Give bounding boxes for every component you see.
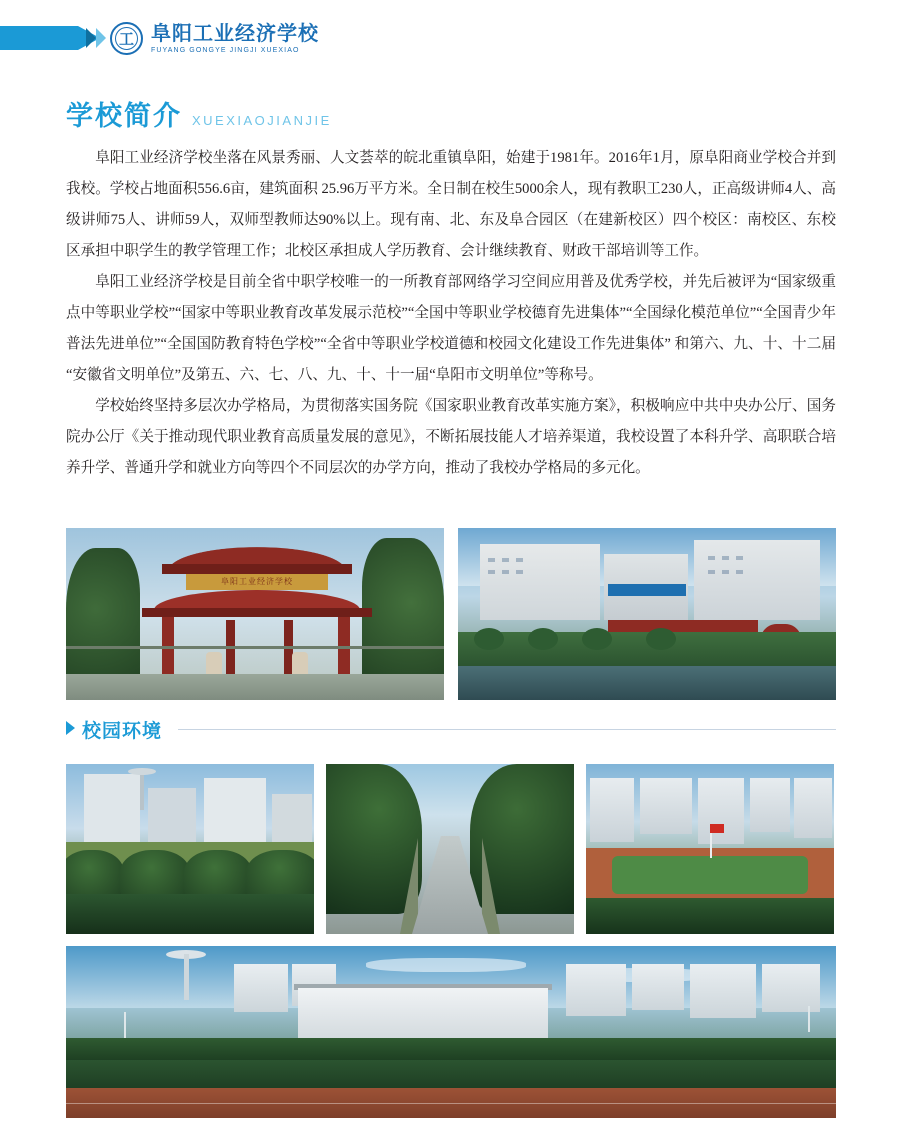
- campus-buildings-waterfront-photo: [458, 528, 836, 700]
- page-title-pinyin: XUEXIAOJIANJIE: [192, 113, 332, 128]
- seal-icon: [110, 22, 143, 55]
- logo-name-en: FUYANG GONGYE JINGJI XUEXIAO: [151, 47, 300, 54]
- seal-glyph: 工: [118, 32, 134, 48]
- gate-plaque-text: 阜阳工业经济学校: [221, 577, 293, 586]
- gallery-middle: [66, 764, 836, 934]
- divider: [178, 729, 836, 730]
- subsection-title-text: 校园环境: [82, 721, 163, 742]
- page-title-cn: 学校简介: [66, 101, 182, 131]
- intro-paragraph-3: 学校始终坚持多层次办学格局，为贯彻落实国务院《国家职业教育改革实施方案》，积极响应中共中央办公厅、国务院办公厅《关于推动现代职业教育高质量发展的意见》，不断拓展技能人才培养渠道，我校设置了本科升学、高职联合培养升学、普通升学和就业方向等四个不同层次的办学方向，推动了我校办学格局的多元化。: [66, 398, 836, 476]
- intro-paragraph-2: 阜阳工业经济学校是目前全省中职学校唯一的一所教育部网络学习空间应用普及优秀学校，并先后被评为“国家级重点中等职业学校”“国家中等职业教育改革发展示范校”“全国中等职业学校德育先进集体”“全国绿化模范单位”“全国青少年普法先进单位”“全国国防教育特色学校”“全省中等职业学校道德和校园文化建设工作先进集体” 和第六、九、十、十二届“安徽省文明单位”及第五、六、七、八、九、十、十一届“阜阳市文明单位”等称号。: [66, 274, 836, 383]
- gallery-bottom: [66, 946, 836, 1118]
- school-logo: [110, 22, 319, 55]
- campus-greenery-photo: [66, 764, 314, 934]
- gallery-top: [66, 528, 836, 700]
- sports-track-photo: [586, 764, 834, 934]
- logo-text: [151, 23, 319, 54]
- chevron-right-icon: [66, 721, 75, 735]
- school-introduction-text: [66, 143, 836, 484]
- campus-panorama-photo: [66, 946, 836, 1118]
- intro-paragraph-1: 阜阳工业经济学校坐落在风景秀丽、人文荟萃的皖北重镇阜阳，始建于1981年。2016年1月，原阜阳商业学校合并到我校。学校占地面积556.6亩，建筑面积 25.96万平方米。全日制在校生5000余人，现有教职工230人，正高级讲师4人、高级讲师75人、讲师59人，双师型教师达90%以上。现有南、北、东及阜合园区（在建新校区）四个校区：南校区、东校区承担中职学生的教学管理工作；北校区承担成人学历教育、会计继续教育、财政干部培训等工作。: [66, 150, 836, 259]
- page-header: [0, 0, 900, 75]
- subsection-campus-environment: [66, 716, 836, 744]
- logo-name-cn: 阜阳工业经济学校: [151, 23, 319, 45]
- school-gate-photo: [66, 528, 444, 700]
- campus-road-photo: [326, 764, 574, 934]
- page-title: [66, 103, 332, 130]
- header-arrow-decoration: [0, 26, 110, 50]
